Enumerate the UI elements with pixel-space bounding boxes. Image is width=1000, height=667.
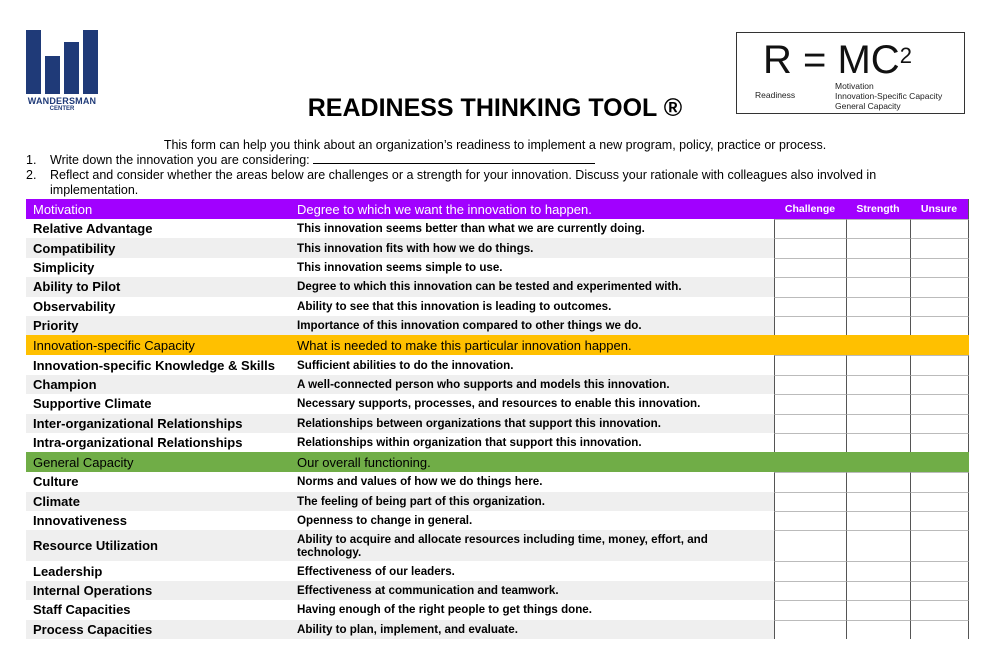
factor-name: Process Capacities <box>33 621 153 637</box>
formula-readiness-label: Readiness <box>755 90 796 100</box>
unsure-checkbox[interactable] <box>910 581 969 600</box>
factor-name: Culture <box>33 474 79 490</box>
challenge-checkbox[interactable] <box>774 492 846 511</box>
challenge-checkbox[interactable] <box>774 297 846 316</box>
section-header <box>26 452 969 472</box>
factor-description: Necessary supports, processes, and resources to enable this innovation. <box>297 397 701 411</box>
step-2 <box>26 168 926 198</box>
column-header-challenge: Challenge <box>784 203 836 215</box>
challenge-checkbox[interactable] <box>774 530 846 561</box>
challenge-checkbox[interactable] <box>774 219 846 238</box>
column-header-strength: Strength <box>856 203 900 215</box>
readiness-table <box>26 199 969 639</box>
column-header-unsure: Unsure <box>910 199 969 219</box>
challenge-checkbox[interactable] <box>774 472 846 491</box>
unsure-checkbox[interactable] <box>910 316 969 335</box>
factor-description: Ability to see that this innovation is leading to outcomes. <box>297 299 612 313</box>
unsure-checkbox[interactable] <box>910 219 969 238</box>
unsure-checkbox[interactable] <box>910 394 969 413</box>
unsure-checkbox[interactable] <box>910 472 969 491</box>
strength-checkbox[interactable] <box>846 375 910 394</box>
unsure-checkbox[interactable] <box>910 561 969 580</box>
strength-checkbox[interactable] <box>846 258 910 277</box>
challenge-checkbox[interactable] <box>774 620 846 639</box>
challenge-checkbox[interactable] <box>774 355 846 374</box>
challenge-checkbox[interactable] <box>774 511 846 530</box>
factor-name: Intra-organizational Relationships <box>33 435 243 451</box>
page-title: READINESS THINKING TOOL ® <box>307 94 683 122</box>
step-number: 1. <box>26 153 37 167</box>
unsure-checkbox[interactable] <box>910 511 969 530</box>
factor-description: Norms and values of how we do things here. <box>297 475 543 489</box>
unsure-checkbox[interactable] <box>910 414 969 433</box>
strength-checkbox[interactable] <box>846 277 910 296</box>
table-row <box>26 530 969 561</box>
factor-name: Ability to Pilot <box>33 279 121 295</box>
unsure-checkbox[interactable] <box>910 530 969 561</box>
factor-description: Relationships within organization that support this innovation. <box>297 436 642 450</box>
formula-equation <box>763 37 912 83</box>
table-row <box>26 492 969 511</box>
strength-checkbox[interactable] <box>846 620 910 639</box>
factor-name: Compatibility <box>33 240 116 256</box>
table-row <box>26 297 969 316</box>
table-row <box>26 355 969 374</box>
challenge-checkbox[interactable] <box>774 600 846 619</box>
factor-name: Internal Operations <box>33 583 153 599</box>
challenge-checkbox[interactable] <box>774 561 846 580</box>
factor-description: Importance of this innovation compared to other things we do. <box>297 319 642 333</box>
section-header <box>26 199 969 219</box>
factor-name: Inter-organizational Relationships <box>33 415 243 431</box>
strength-checkbox[interactable] <box>846 433 910 452</box>
factor-description: This innovation seems better than what we are currently doing. <box>297 222 645 236</box>
strength-checkbox[interactable] <box>846 511 910 530</box>
factor-description: Ability to acquire and allocate resources including time, money, effort, and technology. <box>297 532 708 559</box>
factor-name: Innovativeness <box>33 513 127 529</box>
section-header-fill <box>774 335 969 355</box>
logo-name: WANDERSMAN <box>27 96 97 106</box>
unsure-checkbox[interactable] <box>910 492 969 511</box>
step-1-text: Write down the innovation you are considering: <box>50 153 310 167</box>
step-number: 2. <box>26 168 37 182</box>
intro-text: This form can help you think about an organization’s readiness to implement a new program, policy, practice or process. <box>163 138 827 152</box>
unsure-checkbox[interactable] <box>910 297 969 316</box>
section-description: What is needed to make this particular innovation happen. <box>297 337 632 353</box>
unsure-checkbox[interactable] <box>910 238 969 257</box>
table-row <box>26 581 969 600</box>
challenge-checkbox[interactable] <box>774 375 846 394</box>
unsure-checkbox[interactable] <box>910 600 969 619</box>
strength-checkbox[interactable] <box>846 219 910 238</box>
table-row <box>26 316 969 335</box>
table-row <box>26 277 969 296</box>
factor-description: Ability to plan, implement, and evaluate. <box>297 622 518 636</box>
factor-description: Effectiveness of our leaders. <box>297 564 455 578</box>
logo-bars-icon <box>26 30 98 94</box>
factor-name: Relative Advantage <box>33 221 153 237</box>
strength-checkbox[interactable] <box>846 530 910 561</box>
factor-description: Effectiveness at communication and teamwork. <box>297 584 559 598</box>
strength-checkbox[interactable] <box>846 394 910 413</box>
strength-checkbox[interactable] <box>846 238 910 257</box>
strength-checkbox[interactable] <box>846 472 910 491</box>
factor-name: Leadership <box>33 563 103 579</box>
section-header-fill <box>774 452 969 472</box>
unsure-checkbox[interactable] <box>910 433 969 452</box>
instruction-steps <box>26 153 926 198</box>
logo-sub: CENTER <box>49 106 75 112</box>
factor-name: Simplicity <box>33 259 95 275</box>
table-row <box>26 219 969 238</box>
challenge-checkbox[interactable] <box>774 414 846 433</box>
factor-name: Staff Capacities <box>33 602 131 618</box>
challenge-checkbox[interactable] <box>774 258 846 277</box>
section-description: Our overall functioning. <box>297 454 431 470</box>
table-row <box>26 414 969 433</box>
unsure-checkbox[interactable] <box>910 258 969 277</box>
factor-name: Champion <box>33 376 97 392</box>
challenge-checkbox[interactable] <box>774 433 846 452</box>
formula-component: General Capacity <box>835 101 901 111</box>
factor-description: The feeling of being part of this organization. <box>297 494 545 508</box>
table-row <box>26 258 969 277</box>
strength-checkbox[interactable] <box>846 492 910 511</box>
factor-description: Relationships between organizations that support this innovation. <box>297 416 661 430</box>
factor-description: Sufficient abilities to do the innovation. <box>297 358 514 372</box>
strength-checkbox[interactable] <box>846 355 910 374</box>
factor-name: Climate <box>33 493 80 509</box>
table-row <box>26 238 969 257</box>
challenge-checkbox[interactable] <box>774 277 846 296</box>
table-row <box>26 433 969 452</box>
formula-exponent: 2 <box>899 43 912 68</box>
unsure-checkbox[interactable] <box>910 355 969 374</box>
table-row <box>26 511 969 530</box>
challenge-checkbox[interactable] <box>774 581 846 600</box>
strength-checkbox[interactable] <box>846 414 910 433</box>
factor-description: This innovation seems simple to use. <box>297 260 503 274</box>
unsure-checkbox[interactable] <box>910 375 969 394</box>
strength-checkbox[interactable] <box>846 316 910 335</box>
section-name: General Capacity <box>33 454 134 470</box>
step-1 <box>26 153 926 168</box>
unsure-checkbox[interactable] <box>910 620 969 639</box>
section-name: Innovation-specific Capacity <box>33 337 195 353</box>
challenge-checkbox[interactable] <box>774 394 846 413</box>
formula-component: Innovation-Specific Capacity <box>835 91 943 101</box>
section-description: Degree to which we want the innovation to happen. <box>297 201 592 217</box>
factor-name: Priority <box>33 318 79 334</box>
factor-description: Openness to change in general. <box>297 514 473 528</box>
table-row <box>26 375 969 394</box>
strength-checkbox[interactable] <box>846 297 910 316</box>
step-text <box>50 153 926 168</box>
factor-description: A well-connected person who supports and models this innovation. <box>297 377 670 391</box>
step-2-text: Reflect and consider whether the areas below are challenges or a strength for your innovation. Discuss your rationale with colleagues also involved in implementation. <box>50 168 877 197</box>
factor-description: Having enough of the right people to get things done. <box>297 603 592 617</box>
strength-checkbox[interactable] <box>846 561 910 580</box>
factor-name: Innovation-specific Knowledge & Skills <box>33 357 275 373</box>
formula-main-text: R = MC <box>763 38 900 82</box>
factor-name: Observability <box>33 298 116 314</box>
challenge-checkbox[interactable] <box>774 238 846 257</box>
table-row <box>26 394 969 413</box>
formula-component: Motivation <box>835 81 874 91</box>
innovation-input-line[interactable] <box>313 153 595 164</box>
factor-name: Resource Utilization <box>33 538 158 554</box>
table-row <box>26 561 969 580</box>
factor-description: This innovation fits with how we do things. <box>297 241 534 255</box>
factor-name: Supportive Climate <box>33 396 152 412</box>
factor-description: Degree to which this innovation can be tested and experimented with. <box>297 280 682 294</box>
section-header <box>26 335 969 355</box>
strength-checkbox[interactable] <box>846 600 910 619</box>
unsure-checkbox[interactable] <box>910 277 969 296</box>
table-row <box>26 600 969 619</box>
table-row <box>26 620 969 639</box>
challenge-checkbox[interactable] <box>774 316 846 335</box>
strength-checkbox[interactable] <box>846 581 910 600</box>
table-row <box>26 472 969 491</box>
section-name: Motivation <box>33 201 93 217</box>
